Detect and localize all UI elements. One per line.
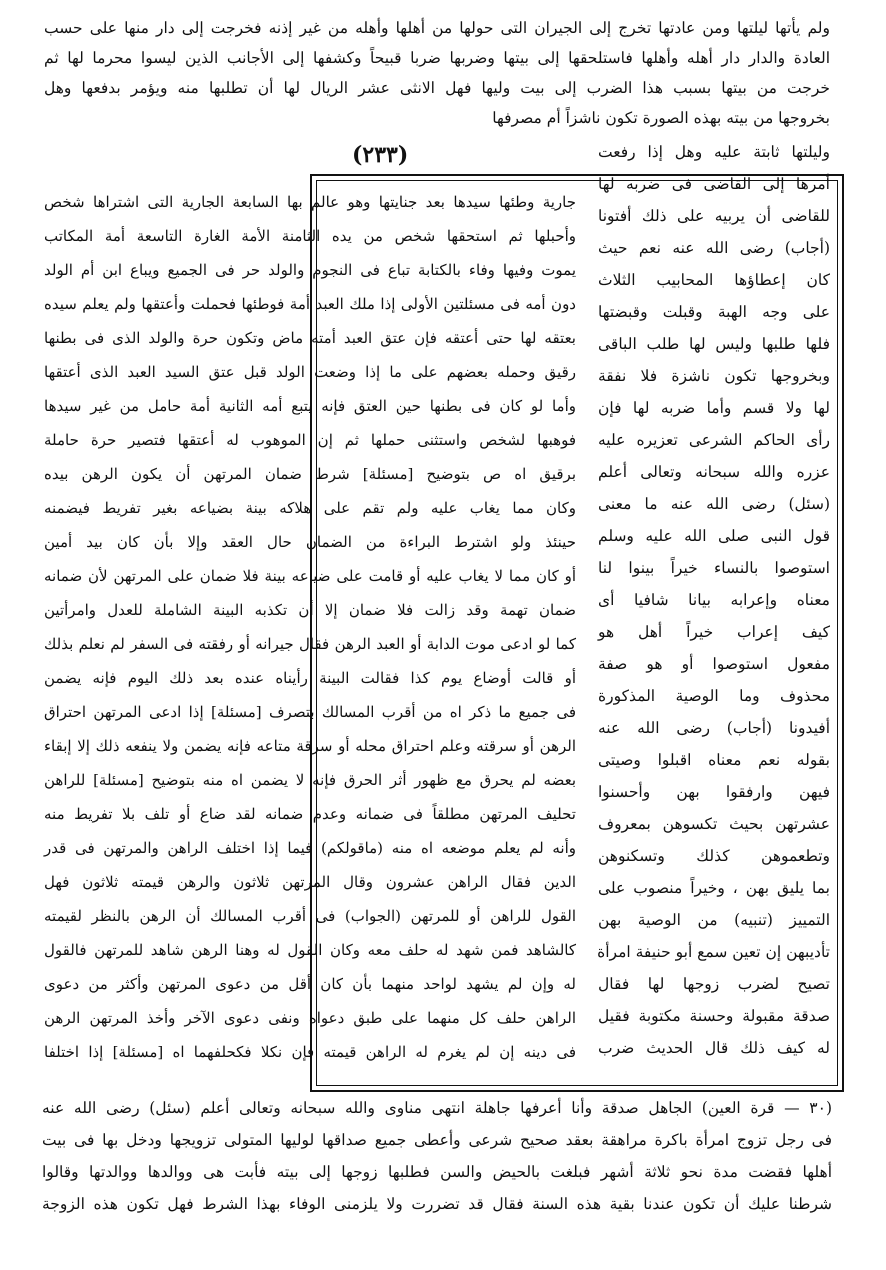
box-line: وأما لو كان فى بطنها حين العتق فإنه يتبع أمه الثانية أمة حامل من غير سيدها xyxy=(44,397,576,415)
side-line: أمرها إلى القاضى فى ضربه لها xyxy=(598,175,830,193)
box-line: فوهبها لشخص واستثنى حملها ثم إن الموهوب له أعتقها فتصير حرة حاملة xyxy=(44,431,576,449)
page-number: (٢٣٣) xyxy=(352,142,409,168)
side-line: أفيدونا (أجاب) رضى الله عنه xyxy=(598,719,830,737)
box-line: الدين فقال الراهن عشرون وقال المرتهن ثلاثون والرهن قيمته ثلاثون فهل xyxy=(44,873,576,891)
bottom-line: شرطنا عليك أن تكون عندنا بقية هذه السنة فقال قد تضررت ولا يلزمنى الوفاء بهذا الشرط فهل تكون هذه الزوجة xyxy=(42,1195,832,1213)
box-line: حينئذ ولو اشترط البراءة من الضمان حال العقد وإلا بأن كان بيد أمين xyxy=(44,533,576,551)
top-line: ولم يأتها ليلتها ومن عادتها تخرج إلى الجيران التى حولها من أهلها وأهله من غير إذنه فخرجت إلى دار منها على حسب xyxy=(44,19,830,37)
side-line: قول النبى صلى الله عليه وسلم xyxy=(598,527,830,545)
box-line: برقيق اه ص بتوضيح [مسئلة] شرط ضمان المرتهن أن يكون الرهن بيده xyxy=(44,465,576,483)
side-line: بقوله نعم معناه اقبلوا وصيتى xyxy=(598,751,830,769)
side-line: (أجاب) رضى الله عنه نعم حيث xyxy=(598,239,830,257)
box-line: وأحبلها ثم استحقها شخص من يده الثامنة الأمة الغارة التاسعة أمة المكاتب xyxy=(44,227,576,245)
side-line: وبخروجها تكون ناشزة فلا نفقة xyxy=(598,367,830,385)
bottom-line: (٣٠ — قرة العين) الجاهل صدقة وأنا أعرفها جاهلة انتهى مناوى والله سبحانه وتعالى أعلم (سئل) رضى الله عنه xyxy=(42,1099,832,1117)
box-line: فى دينه إن لم يغرم له الراهن قيمته فإن نكلا فكحلفهما اه [مسئلة] إذا اختلفا xyxy=(44,1043,576,1061)
side-line: محذوف وما الوصية المذكورة xyxy=(598,687,830,705)
box-line: له وإن لم يشهد لواحد منهما بأن كان أقل من دعوى المرتهن وأكثر من دعوى xyxy=(44,975,576,993)
box-line: بعتقه لها حتى أعتقه فإن عتق العبد أمته ماض وتكون حرة والولد الذى فى بطنها xyxy=(44,329,576,347)
box-line: الرهن أو سرقته وعلم احتراق محله أو سرقة متاعه فإنه يضمن ولا ينفعه ذلك إلا إبقاء xyxy=(44,737,576,755)
box-line: ضمان تهمة وقد زالت فلا ضمان إلا أن تكذبه البينة الشاملة للعدل وامرأتين xyxy=(44,601,576,619)
side-line: تأديبهن إن تعين سمع أبو حنيفة امرأة xyxy=(597,943,830,961)
box-line: فى جميع ما ذكر اه من أقرب المسالك بتصرف [مسئلة] إذا ادعى المرتهن احتراق xyxy=(44,703,576,721)
top-line: العادة والدار دار أهله وأهلها فاستلحقها إلى بيتها وضربها ضربا قبيحاً وكشفها إلى الأجانب الذين ليسوا محرما لها ثم xyxy=(44,49,830,67)
side-line: تصيح لضرب زوجها لها فقال xyxy=(598,975,830,993)
side-line: رأى الحاكم الشرعى تعزيره عليه xyxy=(598,431,830,449)
box-line: رقيق وحمله بعضهم على ما إذا وضعت الولد قبل عتق السيد العبد الذى أعتقها xyxy=(44,363,576,381)
side-line: عزره والله سبحانه وتعالى أعلم xyxy=(598,463,830,481)
side-line: صدقة مقبولة وحسنة مكتوبة فقيل xyxy=(598,1007,830,1025)
box-line: كما لو ادعى موت الدابة أو العبد الرهن فقال جيرانه أو رفقته فى السفر لم نعلم بذلك xyxy=(44,635,576,653)
bottom-line: أهلها فقضت مدة نحو ثلاثة أشهر فبلغت بالحيض والسن فطلبها زوجها إلى بيته فأبت هى ووالدها ووالدتها وقالوا xyxy=(42,1163,832,1181)
side-line: فلها طلبها وليس لها طلب الباقى xyxy=(598,335,830,353)
side-line: كيف إعراب خيراً أهل هو xyxy=(598,623,830,641)
side-line: كان إعطاؤها المحابيب الثلاث xyxy=(598,271,830,289)
side-line: لها ولا قسم وأما ضربه لها فإن xyxy=(598,399,830,417)
box-line: القول للراهن أو للمرتهن (الجواب) فى أقرب المسالك أن الرهن بالنظر لقيمته xyxy=(44,907,576,925)
side-line: وتطعموهن كذلك وتسكنوهن xyxy=(598,847,830,865)
side-line: للقاضى أن يربيه على ذلك أفتونا xyxy=(598,207,830,225)
box-line: وكان مما يغاب عليه ولم تقم على هلاكه بينة بضياعه بغير تفريط فيضمنه xyxy=(44,499,576,517)
box-line: وأنه لم يعلم موضعه اه منه (ماقولكم) فيما إذا اختلف الراهن والمرتهن فى قدر xyxy=(44,839,576,857)
side-line: التمييز (تنبيه) من الوصية بهن xyxy=(598,911,830,929)
top-line: خرجت من بيتها بسبب هذا الضرب إلى بيت وليها فهل الانثى عشر الريال لها أن تطلبها منه ويؤمر بدفعها وهل xyxy=(44,79,830,97)
side-line: وليلتها ثابتة عليه وهل إذا رفعت xyxy=(598,143,830,161)
side-line: عشرتهن بحيث تكسوهن بمعروف xyxy=(598,815,830,833)
box-line: بعضه لم يحرق مع ظهور أثر الحرق فإنه لا يضمن اه منه بتوضيح [مسئلة] للراهن xyxy=(44,771,576,789)
side-line: فيهن وارفقوا بهن وأحسنوا xyxy=(598,783,830,801)
box-line: كالشاهد فمن شهد له حلف معه وكان القول له وهنا الرهن شاهد للمرتهن فالقول xyxy=(44,941,576,959)
box-line: أو قالت أوضاع يوم كذا فقالت البينة رأيناه عنده بعد ذلك اليوم فإنه يضمن xyxy=(44,669,576,687)
side-line: بما يليق بهن ، وخيراً منصوب على xyxy=(598,879,830,897)
side-line: مفعول استوصوا أو هو صفة xyxy=(598,655,830,673)
top-line: بخروجها من بيته بهذه الصورة تكون ناشزاً أم مصرفها xyxy=(492,109,830,127)
side-line: له كيف ذلك قال الحديث ضرب xyxy=(598,1039,830,1057)
side-line: معناه وإعرابه بيانا شافيا أى xyxy=(598,591,830,609)
bottom-line: فى رجل تزوج امرأة باكرة مراهقة بعقد صحيح شرعى وأعطى جميع صداقها لوليها المتولى تزويجها ودخل بها فى بيت xyxy=(42,1131,832,1149)
side-line: (سئل) رضى الله عنه ما معنى xyxy=(598,495,830,513)
box-line: جارية وطئها سيدها بعد جنايتها وهو عالم بها السابعة الجارية التى اشتراها شخص xyxy=(44,193,576,211)
box-line: الراهن حلف كل منهما على طبق دعواه ونفى دعوى الآخر وأخذ المرتهن الرهن xyxy=(44,1009,576,1027)
box-line: دون أمه فى مسئلتين الأولى إذا ملك العبد أمة فوطئها فحملت وأعتقها ولم يعلم سيده xyxy=(44,295,576,313)
side-line: استوصوا بالنساء خيراً بينوا لنا xyxy=(598,559,830,577)
box-line: تحليف المرتهن مطلقاً فى ضمانه وعدم ضمانه لقد ضاع أو تلف بلا تفريط منه xyxy=(44,805,576,823)
box-line: يموت وفيها وفاء بالكتابة تباع فى النجوم والولد حر فى الجميع ويباع ابن أم الولد xyxy=(44,261,576,279)
box-line: أو كان مما لا يغاب عليه أو قامت على ضياعه بينة فلا ضمان على المرتهن لأن ضمانه xyxy=(44,567,576,585)
side-line: على وجه الهبة وقبلت وقبضتها xyxy=(598,303,830,321)
